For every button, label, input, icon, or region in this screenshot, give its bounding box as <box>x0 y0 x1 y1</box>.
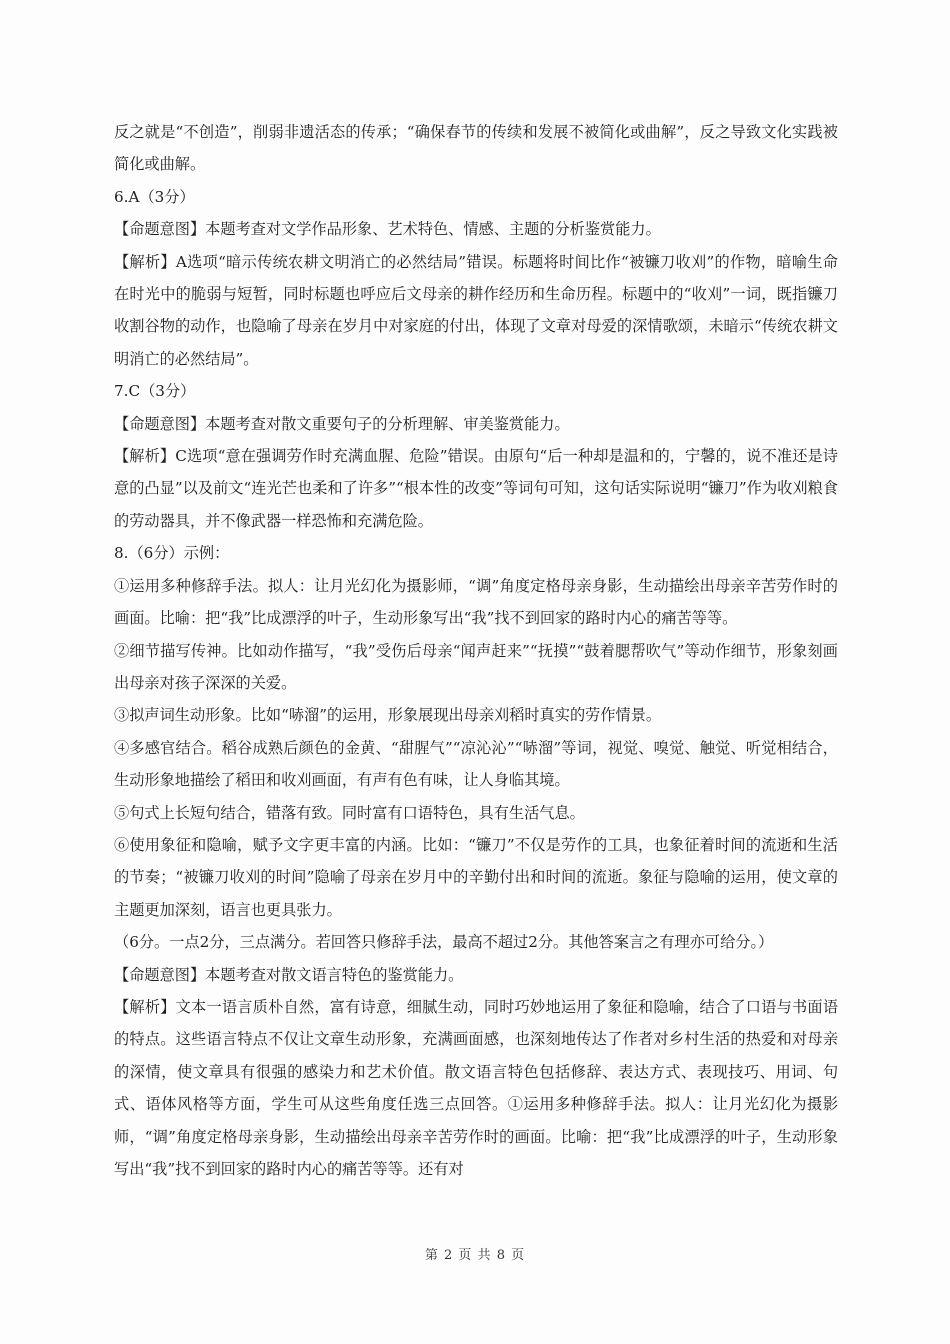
answer-8-point-1: ①运用多种修辞手法。拟人：让月光幻化为摄影师，“调”角度定格母亲身影，生动描绘出母亲辛苦劳作时的画面。比喻：把“我”比成漂浮的叶子，生动形象写出“我”找不到回家的路时内心的痛苦等等。 <box>114 576 838 628</box>
page-number-footer: 第 2 页 共 8 页 <box>424 1248 526 1263</box>
answer-6-intent: 【命题意图】本题考查对文学作品形象、艺术特色、情感、主题的分析鉴赏能力。 <box>114 220 661 239</box>
answer-8-point-6: ⑥使用象征和隐喻，赋予文字更丰富的内涵。比如：“镰刀”不仅是劳作的工具，也象征着时间的流逝和生活的节奏；“被镰刀收刈的时间”隐喻了母亲在岁月中的辛勤付出和时间的流逝。象征与隐喻的运用，使文章的主题更加深刻，语言也更具张力。 <box>114 835 838 919</box>
answer-8-point-4: ④多感官结合。稻谷成熟后颜色的金黄、“甜腥气”“凉沁沁”“哧溜”等词，视觉、嗅觉、触觉、听觉相结合，生动形象地描绘了稻田和收刈画面，有声有色有味，让人身临其境。 <box>114 738 838 790</box>
answer-8-heading: 8.（6分）示例： <box>114 544 230 563</box>
answer-8-point-3: ③拟声词生动形象。比如“哧溜”的运用，形象展现出母亲刈稻时真实的劳作情景。 <box>114 706 662 725</box>
answer-7-analysis: 【解析】C选项“意在强调劳作时充满血腥、危险”错误。由原句“后一种却是温和的，宁馨的，说不准还是诗意的凸显”以及前文“连光芒也柔和了许多”“根本性的改变”等词句可知，这句话实际说明“镰刀”作为收刈粮食的劳动器具，并不像武器一样恐怖和充满危险。 <box>114 447 838 530</box>
answer-8-point-5: ⑤句式上长短句结合，错落有致。同时富有口语特色，具有生活气息。 <box>114 803 585 822</box>
answer-8-analysis: 【解析】文本一语言质朴自然，富有诗意，细腻生动，同时巧妙地运用了象征和隐喻，结合了口语与书面语的特点。这些语言特点不仅让文章生动形象，充满画面感，也深刻地传达了作者对乡村生活的热爱和对母亲的深情，使文章具有很强的感染力和艺术价值。散文语言特色包括修辞、表达方式、表现技巧、用词、句式、语体风格等方面，学生可从这些角度任选三点回答。①运用多种修辞手法。拟人：让月光幻化为摄影师，“调”角度定格母亲身影，生动描绘出母亲辛苦劳作时的画面。比喻：把“我”比成漂浮的叶子，生动形象写出“我”找不到回家的路时内心的痛苦等等。还有对 <box>114 997 838 1178</box>
answer-8-point-2: ②细节描写传神。比如动作描写，“我”受伤后母亲“闻声赶来”“抚摸”“鼓着腮帮吹气”等动作细节，形象刻画出母亲对孩子深深的关爱。 <box>114 641 838 692</box>
answer-7-intent: 【命题意图】本题考查对散文重要句子的分析理解、审美鉴赏能力。 <box>114 414 570 433</box>
answer-6-heading: 6.A（3分） <box>114 187 195 206</box>
answer-8-scoring-note: （6分。一点2分，三点满分。若回答只修辞手法，最高不超过2分。其他答案言之有理亦可给分。） <box>114 933 774 952</box>
answer-7-heading: 7.C（3分） <box>114 382 196 401</box>
paragraph-continuation: 反之就是“不创造”，削弱非遗活态的传承；“确保春节的传续和发展不被简化或曲解”，反之导致文化实践被简化或曲解。 <box>114 123 838 174</box>
answer-6-analysis: 【解析】A选项“暗示传统农耕文明消亡的必然结局”错误。标题将时间比作“被镰刀收刈”的作物，暗喻生命在时光中的脆弱与短暂，同时标题也呼应后文母亲的耕作经历和生命历程。标题中的“收刈”一词，既指镰刀收割谷物的动作，也隐喻了母亲在岁月中对家庭的付出，体现了文章对母爱的深情歌颂，未暗示“传统农耕文明消亡的必然结局”。 <box>114 252 838 368</box>
answer-8-intent: 【命题意图】本题考查对散文语言特色的鉴赏能力。 <box>114 965 464 984</box>
page-body <box>114 116 838 1185</box>
